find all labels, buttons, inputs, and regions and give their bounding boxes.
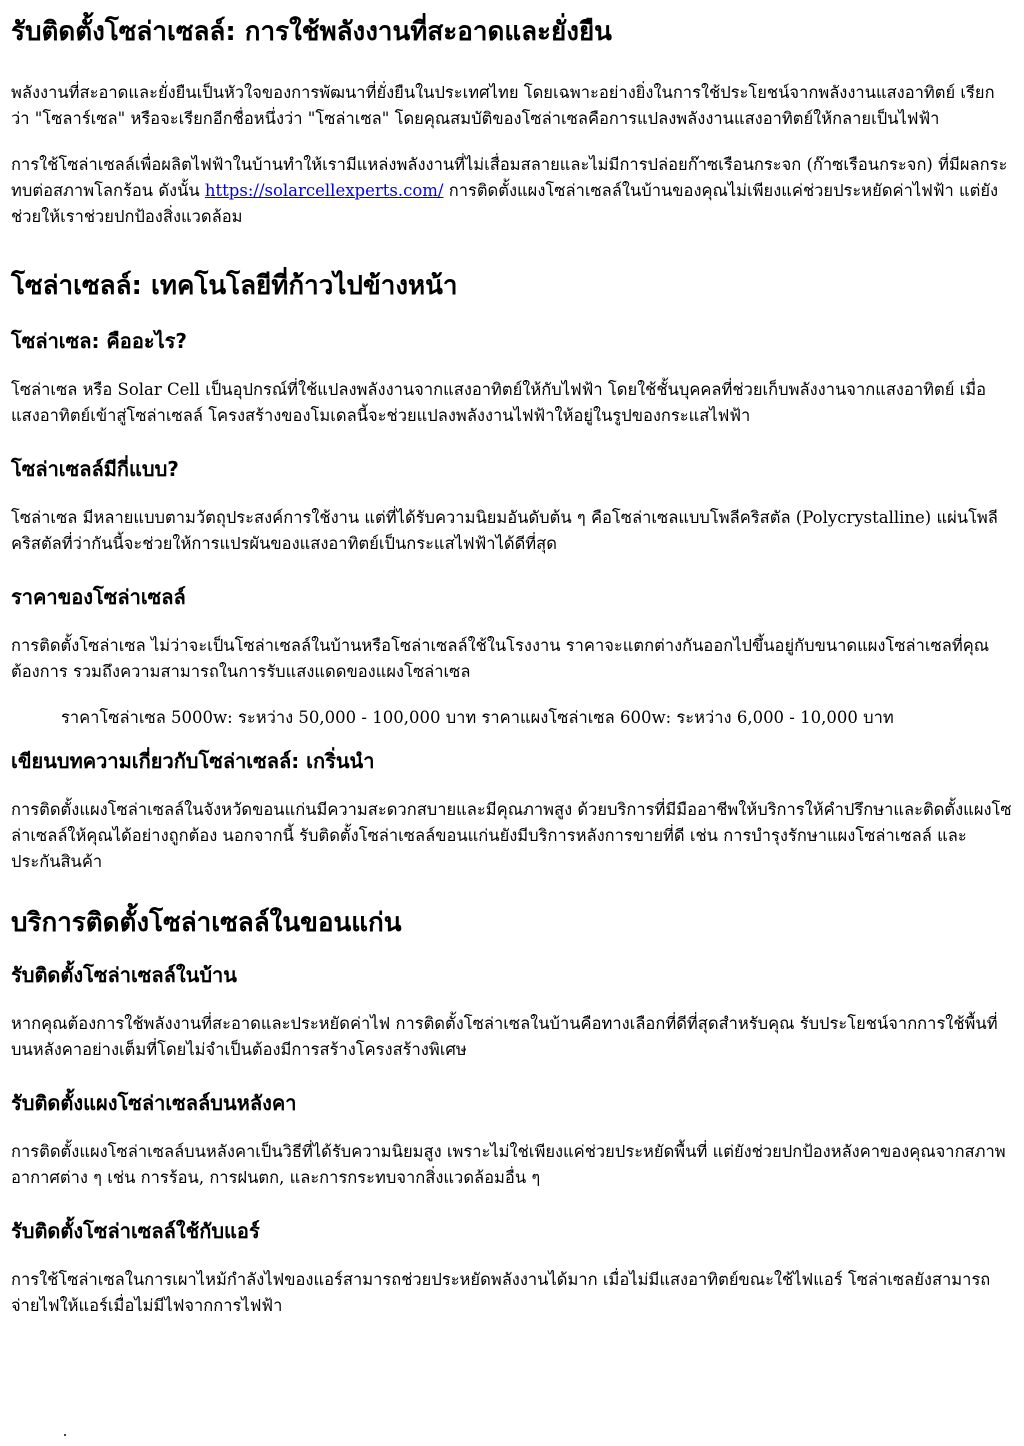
subheading-solar-cell-types: โซล่าเซลล์มีกี่แบบ? bbox=[11, 457, 179, 481]
section-heading-khon-kaen-service: บริการติดตั้งโซล่าเซลล์ในขอนแก่น bbox=[11, 908, 402, 938]
paragraph-solar-cell-price: การติดตั้งโซล่าเซล ไม่ว่าจะเป็นโซล่าเซลล์ในบ้านหรือโซล่าเซลล์ใช้ในโรงงาน ราคาจะแตกต่างกันออกไปขึ้นอยู่กับขนาดแผงโซล่าเซลที่คุณต้องการ รวมถึงความสามารถในการรับแสงแดดของแผงโซล่าเซล bbox=[11, 636, 990, 681]
paragraph-writing-intro: การติดตั้งแผงโซล่าเซลล์ในจังหวัดขอนแก่นมีความสะดวกสบายและมีคุณภาพสูง ด้วยบริการที่มีมืออาชีพให้บริการให้คำปรึกษาและติดตั้งแผงโซล่าเซลล์ให้คุณได้อย่างถูกต้อง นอกจากนี้ รับติดตั้งโซล่าเซลล์ขอนแก่นยังมีบริการหลังการขายที่ดี เช่น การบำรุงรักษาแผงโซล่าเซลล์ และประกันสินค้า bbox=[11, 800, 1012, 871]
intro-paragraph-2 bbox=[11, 152, 1013, 230]
intro-paragraph-2-text-before: การใช้โซล่าเซลล์เพื่อผลิตไฟฟ้าในบ้านทำให้เรามีแหล่งพลังงานที่ไม่เสื่อมสลายและไม่มีการปล่อยก๊าซเรือนกระจก (ก๊าซเรือนกระจก) ที่มีผลกระทบต่อสภาพโลกร้อน ดังนั้น bbox=[11, 155, 1008, 200]
subheading-aircon-installation: รับติดตั้งโซล่าเซลล์ใช้กับแอร์ bbox=[11, 1219, 260, 1243]
solarcellexperts-link[interactable]: https://solarcellexperts.com/ bbox=[204, 181, 444, 200]
page-dot-mark bbox=[64, 1434, 66, 1436]
paragraph-solar-cell-types: โซล่าเซล มีหลายแบบตามวัตถุประสงค์การใช้งาน แต่ที่ได้รับความนิยมอันดับต้น ๆ คือโซล่าเซลแบบโพลีคริสตัล (Polycrystalline) แผ่นโพลีคริสตัลที่ว่ากันนี้จะช่วยให้การแปรผันของแสงอาทิตย์เป็นกระแสไฟฟ้าได้ดีที่สุด bbox=[11, 508, 998, 553]
section-heading-technology: โซล่าเซลล์: เทคโนโลยีที่ก้าวไปข้างหน้า bbox=[11, 271, 458, 301]
intro-paragraph-1: พลังงานที่สะอาดและยั่งยืนเป็นหัวใจของการพัฒนาที่ยั่งยืนในประเทศไทย โดยเฉพาะอย่างยิ่งในการใช้ประโยชน์จากพลังงานแสงอาทิตย์ เรียกว่า "โซลาร์เซล" หรือจะเรียกอีกชื่อหนึ่งว่า "โซล่าเซล" โดยคุณสมบัติของโซล่าเซลคือการแปลงพลังงานแสงอาทิตย์ให้กลายเป็นไฟฟ้า bbox=[11, 83, 995, 128]
paragraph-what-is-solar-cell: โซล่าเซล หรือ Solar Cell เป็นอุปกรณ์ที่ใช้แปลงพลังงานจากแสงอาทิตย์ให้กับไฟฟ้า โดยใช้ชั้นบุคคลที่ช่วยเก็บพลังงานจากแสงอาทิตย์ เมื่อแสงอาทิตย์เข้าสู่โซล่าเซลล์ โครงสร้างของโมเดลนี้จะช่วยแปลงพลังงานไฟฟ้าให้อยู่ในรูปของกระแสไฟฟ้า bbox=[11, 380, 987, 425]
price-list-line: ราคาโซล่าเซล 5000w: ระหว่าง 50,000 - 100,000 บาท ราคาแผงโซล่าเซล 600w: ระหว่าง 6,000 - 10,000 บาท bbox=[61, 708, 894, 727]
subheading-solar-cell-price: ราคาของโซล่าเซลล์ bbox=[11, 585, 186, 609]
paragraph-home-installation: หากคุณต้องการใช้พลังงานที่สะอาดและประหยัดค่าไฟ การติดตั้งโซล่าเซลในบ้านคือทางเลือกที่ดีที่สุดสำหรับคุณ รับประโยชน์จากการใช้พื้นที่บนหลังคาอย่างเต็มที่โดยไม่จำเป็นต้องมีการสร้างโครงสร้างพิเศษ bbox=[11, 1014, 998, 1059]
subheading-roof-installation: รับติดตั้งแผงโซล่าเซลล์บนหลังคา bbox=[11, 1091, 297, 1115]
subheading-home-installation: รับติดตั้งโซล่าเซลล์ในบ้าน bbox=[11, 963, 237, 987]
paragraph-aircon-installation: การใช้โซล่าเซลในการเผาไหม้กำลังไฟของแอร์สามารถช่วยประหยัดพลังงานได้มาก เมื่อไม่มีแสงอาทิตย์ขณะใช้ไฟแอร์ โซล่าเซลยังสามารถจ่ายไฟให้แอร์เมื่อไม่มีไฟจากการไฟฟ้า bbox=[11, 1270, 991, 1315]
intro-paragraph-2-text-after: การติดตั้งแผงโซล่าเซลล์ในบ้านของคุณไม่เพียงแค่ช่วยประหยัดค่าไฟฟ้า แต่ยังช่วยให้เราช่วยปกป้องสิ่งแวดล้อม bbox=[11, 181, 999, 226]
page-title: รับติดตั้งโซล่าเซลล์: การใช้พลังงานที่สะอาดและยั่งยืน bbox=[11, 17, 612, 47]
article bbox=[11, 0, 1013, 1319]
subheading-what-is-solar-cell: โซล่าเซล: คืออะไร? bbox=[11, 329, 187, 353]
paragraph-roof-installation: การติดตั้งแผงโซล่าเซลล์บนหลังคาเป็นวิธีที่ได้รับความนิยมสูง เพราะไม่ใช่เพียงแค่ช่วยประหยัดพื้นที่ แต่ยังช่วยปกป้องหลังคาของคุณจากสภาพอากาศต่าง ๆ เช่น การร้อน, การฝนตก, และการกระทบจากสิ่งแวดล้อมอื่น ๆ bbox=[11, 1142, 1006, 1187]
subheading-writing-intro: เขียนบทความเกี่ยวกับโซล่าเซลล์: เกริ่นนำ bbox=[11, 749, 375, 773]
